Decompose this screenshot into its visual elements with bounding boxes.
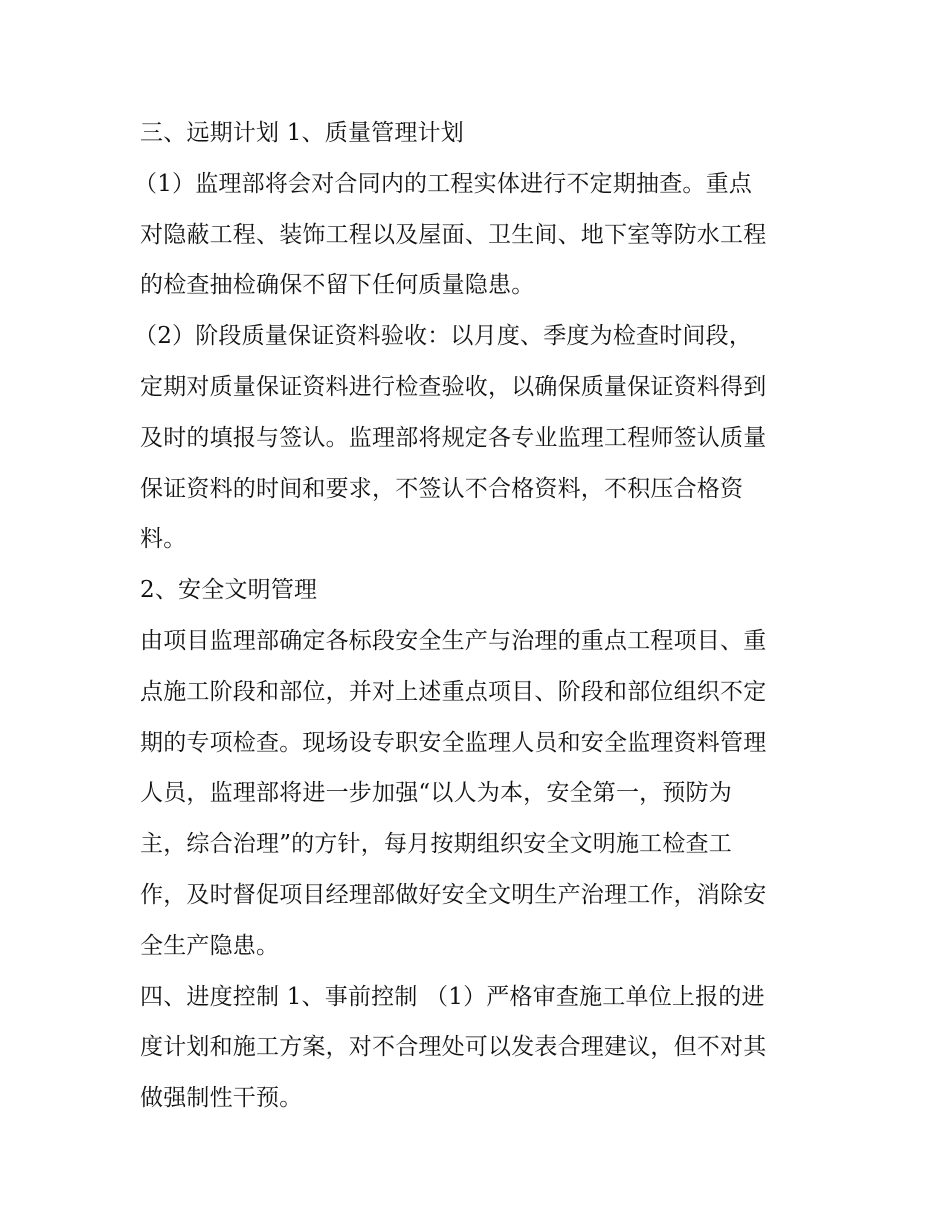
document-page — [134, 108, 820, 1124]
paragraph-line: 点施工阶段和部位，并对上述重点项目、阶段和部位组织不定 — [140, 678, 767, 705]
paragraph-line: 保证资料的时间和要求，不签认不合格资料，不积压合格资 — [140, 475, 744, 502]
paragraph-line: 料。 — [140, 526, 187, 553]
paragraph-line: 作，及时督促项目经理部做好安全文明生产治理工作，消除安 — [140, 881, 767, 908]
paragraph-line: 由项目监理部确定各标段安全生产与治理的重点工程项目、重 — [140, 627, 767, 654]
paragraph-line: 对隐蔽工程、装饰工程以及屋面、卫生间、地下室等防水工程 — [140, 221, 767, 248]
paragraph-line: 的检查抽检确保不留下任何质量隐患。 — [140, 272, 535, 299]
paragraph-line: （2）阶段质量保证资料验收：以月度、季度为检查时间段， — [134, 323, 753, 350]
section-heading-safety: 2、安全文明管理 — [140, 577, 318, 604]
section-heading-long-term-plan: 三、远期计划 1、质量管理计划 — [140, 120, 464, 146]
paragraph-line: 及时的填报与签认。监理部将规定各专业监理工程师签认质量 — [140, 424, 767, 451]
paragraph-line: 人员，监理部将进一步加强“以人为本，安全第一，预防为 — [140, 780, 732, 807]
section-heading-schedule-control: 四、进度控制 1、事前控制 （1）严格审查施工单位上报的进 — [140, 983, 765, 1010]
paragraph-line: 做强制性干预。 — [140, 1085, 303, 1112]
paragraph-line: 全生产隐患。 — [140, 932, 280, 959]
paragraph-line: （1）监理部将会对合同内的工程实体进行不定期抽查。重点 — [134, 170, 753, 197]
paragraph-line: 定期对质量保证资料进行检查验收，以确保质量保证资料得到 — [140, 373, 767, 400]
paragraph-line: 主，综合治理”的方针，每月按期组织安全文明施工检查工 — [140, 831, 732, 858]
paragraph-line: 期的专项检查。现场设专职安全监理人员和安全监理资料管理 — [140, 729, 767, 756]
paragraph-line: 度计划和施工方案，对不合理处可以发表合理建议，但不对其 — [140, 1034, 767, 1061]
